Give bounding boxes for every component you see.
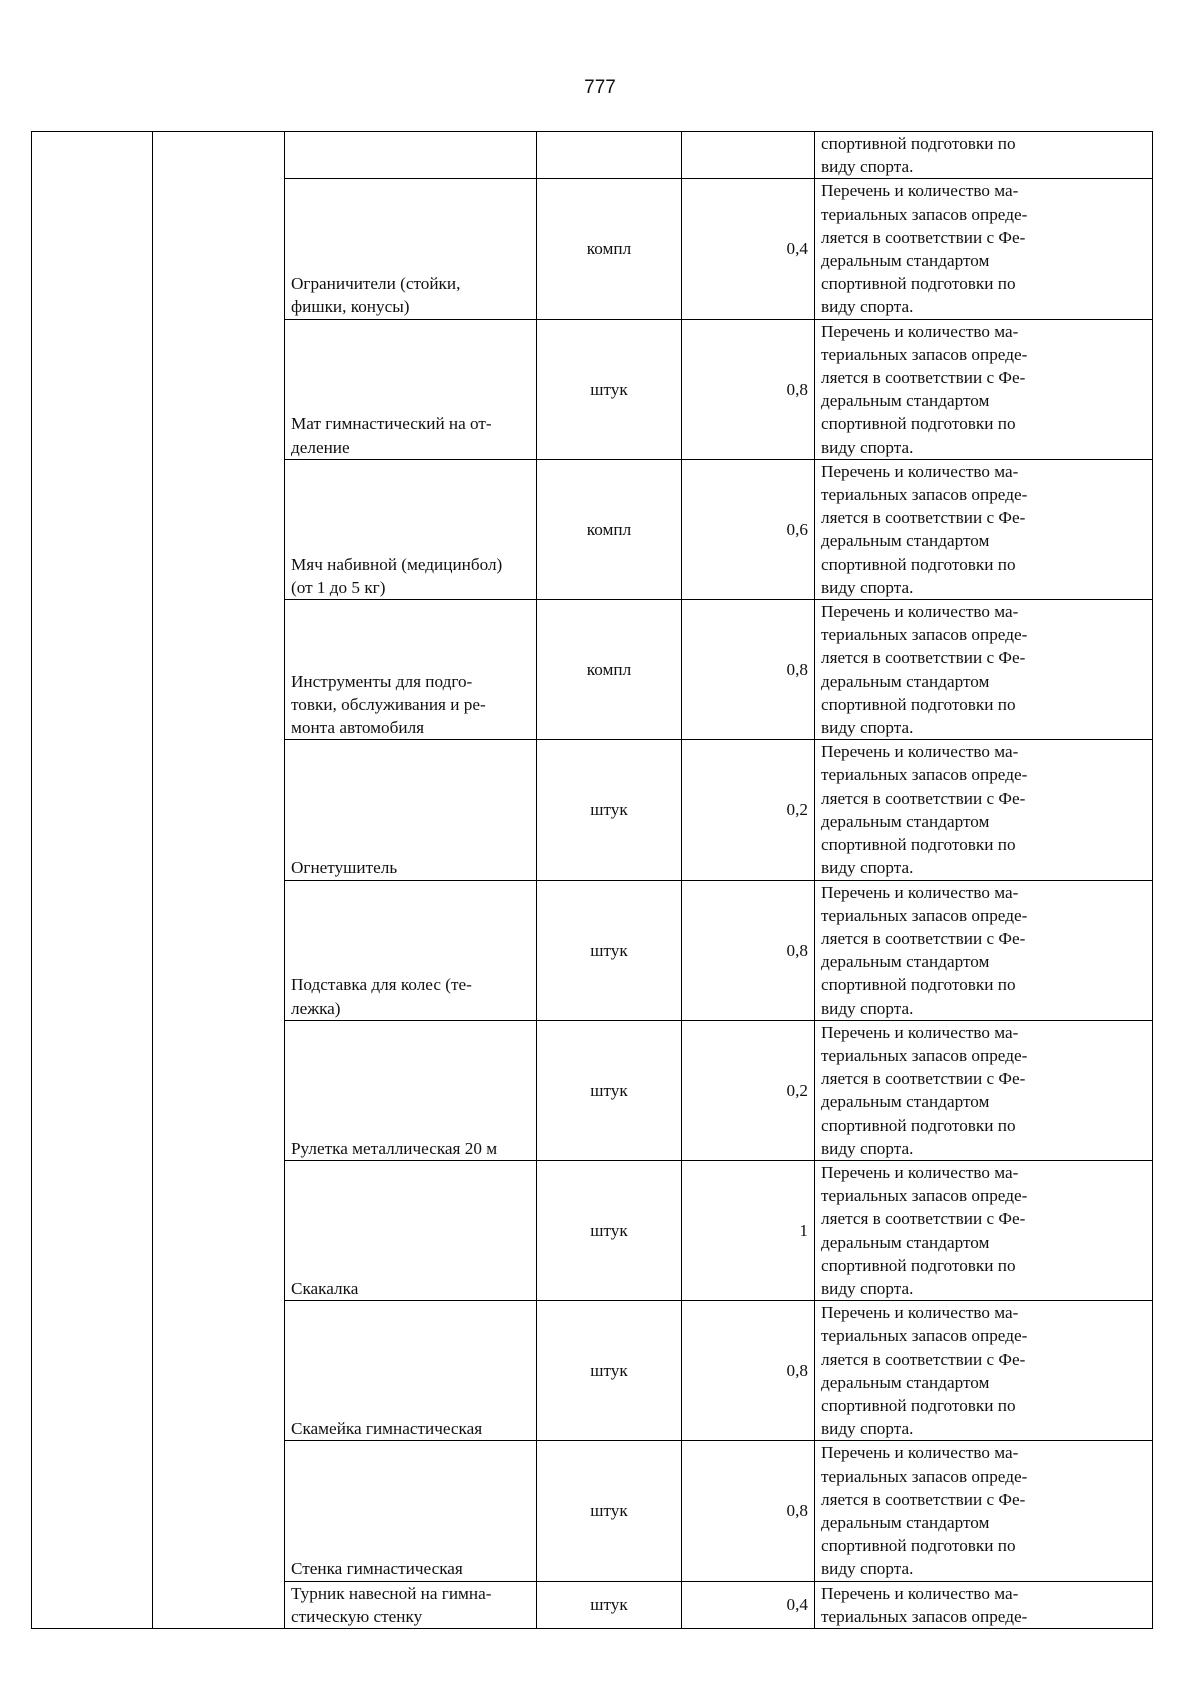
text-line: деральным стандартом	[821, 1232, 990, 1252]
text-line: ляется в соответствии с Фе-	[821, 1489, 1026, 1509]
item-name-cell	[285, 1581, 537, 1628]
note-cell	[815, 179, 1153, 319]
text-line: ляется в соответствии с Фе-	[821, 1209, 1026, 1229]
text-line: виду спорта.	[821, 1419, 914, 1439]
note-cell	[815, 600, 1153, 740]
text-line: Мат гимнастический на от-	[291, 414, 492, 434]
text-line: териальных запасов опреде-	[821, 204, 1028, 224]
text-line: Турник навесной на гимна-	[291, 1583, 492, 1603]
text-line: спортивной подготовки по	[821, 835, 1016, 855]
table-row	[32, 132, 1153, 179]
text-line: спортивной подготовки по	[821, 1536, 1016, 1556]
note-cell	[815, 459, 1153, 599]
quantity-cell: 0,4	[682, 179, 815, 319]
note-cell	[815, 1160, 1153, 1300]
text-line: виду спорта.	[821, 437, 914, 457]
text-line: деральным стандартом	[821, 671, 990, 691]
text-line: Перечень и количество ма-	[821, 1443, 1019, 1463]
item-name-cell	[285, 1441, 537, 1581]
text-line: Стенка гимнастическая	[291, 1559, 463, 1579]
text-line: териальных запасов опреде-	[821, 1045, 1028, 1065]
text-line: териальных запасов опреде-	[821, 1186, 1028, 1206]
quantity-cell: 0,8	[682, 600, 815, 740]
text-line: деральным стандартом	[821, 531, 990, 551]
text-line: деральным стандартом	[821, 1092, 990, 1112]
quantity-cell: 0,6	[682, 459, 815, 599]
text-line: Перечень и количество ма-	[821, 321, 1019, 341]
unit-cell: штук	[537, 1020, 682, 1160]
text-line: спортивной подготовки по	[821, 1255, 1016, 1275]
note-cell	[815, 880, 1153, 1020]
item-name-cell	[285, 1020, 537, 1160]
unit-cell: компл	[537, 459, 682, 599]
text-line: Огнетушитель	[291, 858, 398, 878]
text-line: виду спорта.	[821, 157, 914, 177]
item-name-cell	[285, 880, 537, 1020]
text-line: Мяч набивной (медицинбол)	[291, 554, 503, 574]
text-line: деление	[291, 437, 350, 457]
item-name-cell	[285, 459, 537, 599]
text-line: спортивной подготовки по	[821, 414, 1016, 434]
unit-cell	[537, 132, 682, 179]
text-line: териальных запасов опреде-	[821, 1326, 1028, 1346]
text-line: виду спорта.	[821, 1559, 914, 1579]
item-name-cell	[285, 740, 537, 880]
text-line: Перечень и количество ма-	[821, 461, 1019, 481]
text-line: Перечень и количество ма-	[821, 742, 1019, 762]
text-line: Ограничители (стойки,	[291, 274, 461, 294]
unit-cell: штук	[537, 740, 682, 880]
unit-cell: штук	[537, 1581, 682, 1628]
quantity-cell: 0,8	[682, 1301, 815, 1441]
text-line: Подставка для колес (те-	[291, 975, 472, 995]
text-line: спортивной подготовки по	[821, 274, 1016, 294]
note-cell	[815, 740, 1153, 880]
quantity-cell: 0,8	[682, 319, 815, 459]
text-line: стическую стенку	[291, 1606, 423, 1626]
note-cell	[815, 1581, 1153, 1628]
page-number: 777	[584, 77, 616, 98]
text-line: Скамейка гимнастическая	[291, 1419, 483, 1439]
text-line: виду спорта.	[821, 858, 914, 878]
text-line: виду спорта.	[821, 1138, 914, 1158]
text-line: спортивной подготовки по	[821, 134, 1016, 153]
text-line: товки, обслуживания и ре-	[291, 694, 486, 714]
text-line: деральным стандартом	[821, 811, 990, 831]
note-cell	[815, 1020, 1153, 1160]
text-line: виду спорта.	[821, 998, 914, 1018]
text-line: деральным стандартом	[821, 391, 990, 411]
text-line: териальных запасов опреде-	[821, 485, 1028, 505]
unit-cell: компл	[537, 600, 682, 740]
text-line: спортивной подготовки по	[821, 1115, 1016, 1135]
text-line: лежка)	[291, 998, 341, 1018]
item-name-cell	[285, 1160, 537, 1300]
text-line: Перечень и количество ма-	[821, 1162, 1019, 1182]
section-column-cell	[153, 132, 285, 1629]
text-line: виду спорта.	[821, 718, 914, 738]
note-cell	[815, 132, 1153, 179]
text-line: фишки, конусы)	[291, 297, 410, 317]
item-name-cell	[285, 132, 537, 179]
text-line: деральным стандартом	[821, 251, 990, 271]
text-line: ляется в соответствии с Фе-	[821, 227, 1026, 247]
text-line: ляется в соответствии с Фе-	[821, 1349, 1026, 1369]
unit-cell: штук	[537, 880, 682, 1020]
text-line: териальных запасов опреде-	[821, 765, 1028, 785]
item-name-cell	[285, 179, 537, 319]
quantity-cell: 0,2	[682, 1020, 815, 1160]
unit-cell: штук	[537, 1301, 682, 1441]
text-line: виду спорта.	[821, 297, 914, 317]
text-line: териальных запасов опреде-	[821, 1466, 1028, 1486]
text-line: деральным стандартом	[821, 952, 990, 972]
note-cell	[815, 1301, 1153, 1441]
text-line: ляется в соответствии с Фе-	[821, 648, 1026, 668]
text-line: спортивной подготовки по	[821, 975, 1016, 995]
text-line: деральным стандартом	[821, 1372, 990, 1392]
text-line: деральным стандартом	[821, 1512, 990, 1532]
text-line: виду спорта.	[821, 577, 914, 597]
text-line: Перечень и количество ма-	[821, 1583, 1019, 1603]
text-line: териальных запасов опреде-	[821, 625, 1028, 645]
quantity-cell: 0,2	[682, 740, 815, 880]
item-name-cell	[285, 600, 537, 740]
note-cell	[815, 1441, 1153, 1581]
text-line: спортивной подготовки по	[821, 554, 1016, 574]
text-line: териальных запасов опреде-	[821, 344, 1028, 364]
text-line: Перечень и количество ма-	[821, 1022, 1019, 1042]
number-column-cell	[32, 132, 153, 1629]
text-line: ляется в соответствии с Фе-	[821, 508, 1026, 528]
quantity-cell	[682, 132, 815, 179]
quantity-cell: 0,8	[682, 1441, 815, 1581]
text-line: териальных запасов опреде-	[821, 1606, 1028, 1626]
text-line: виду спорта.	[821, 1278, 914, 1298]
text-line: териальных запасов опреде-	[821, 905, 1028, 925]
text-line: Скакалка	[291, 1278, 359, 1298]
text-line: ляется в соответствии с Фе-	[821, 1069, 1026, 1089]
text-line: спортивной подготовки по	[821, 694, 1016, 714]
unit-cell: штук	[537, 319, 682, 459]
unit-cell: компл	[537, 179, 682, 319]
text-line: Перечень и количество ма-	[821, 181, 1019, 201]
text-line: Перечень и количество ма-	[821, 1303, 1019, 1323]
text-line: Перечень и количество ма-	[821, 602, 1019, 622]
text-line: Рулетка металлическая 20 м	[291, 1138, 498, 1158]
quantity-cell: 1	[682, 1160, 815, 1300]
equipment-table	[31, 131, 1153, 1629]
text-line: ляется в соответствии с Фе-	[821, 928, 1026, 948]
text-line: спортивной подготовки по	[821, 1395, 1016, 1415]
text-line: Перечень и количество ма-	[821, 882, 1019, 902]
unit-cell: штук	[537, 1441, 682, 1581]
item-name-cell	[285, 319, 537, 459]
text-line: монта автомобиля	[291, 718, 425, 738]
equipment-table-body	[32, 132, 1153, 1629]
quantity-cell: 0,8	[682, 880, 815, 1020]
item-name-cell	[285, 1301, 537, 1441]
text-line: (от 1 до 5 кг)	[291, 577, 386, 597]
note-cell	[815, 319, 1153, 459]
text-line: ляется в соответствии с Фе-	[821, 368, 1026, 388]
text-line: Инструменты для подго-	[291, 671, 473, 691]
text-line: ляется в соответствии с Фе-	[821, 788, 1026, 808]
quantity-cell: 0,4	[682, 1581, 815, 1628]
unit-cell: штук	[537, 1160, 682, 1300]
